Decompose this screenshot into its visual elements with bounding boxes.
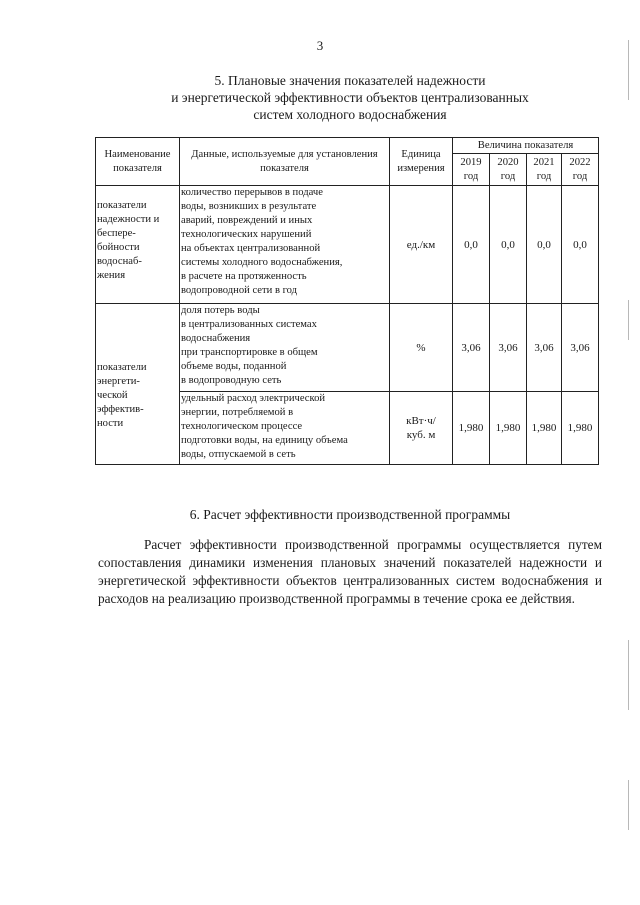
data-line: системы холодного водоснабжения, bbox=[181, 257, 343, 268]
value-electricity-2021: 1,980 bbox=[527, 392, 562, 465]
data-line: в централизованных системах bbox=[181, 319, 317, 330]
data-line: количество перерывов в подаче bbox=[181, 187, 323, 198]
scan-edge-mark bbox=[628, 780, 629, 830]
data-line: водопроводной сети в год bbox=[181, 285, 298, 296]
year-2022-number: 2022 bbox=[569, 156, 591, 168]
category-energy-line: эффектив- bbox=[97, 404, 144, 415]
header-data-text: Данные, используемые для установления показателя bbox=[191, 148, 378, 174]
section-5-title-line-2: и энергетической эффективности объектов централизованных bbox=[171, 90, 529, 105]
section-6-title-text: 6. Расчет эффективности производственной программы bbox=[189, 507, 511, 522]
category-reliability-line: бойности bbox=[97, 241, 140, 253]
year-2019-suffix: год bbox=[463, 170, 479, 182]
year-2019-number: 2019 bbox=[460, 156, 482, 168]
unit-water-losses bbox=[390, 304, 453, 392]
category-energy-line: ческой bbox=[97, 390, 128, 401]
data-line: воды, отпускаемой в сеть bbox=[181, 449, 296, 460]
value-water-losses-2021: 3,06 bbox=[527, 304, 562, 392]
section-5-title-line-1: 5. Плановые значения показателей надежности bbox=[214, 73, 486, 88]
data-line: технологическом процессе bbox=[181, 421, 303, 432]
indicators-table bbox=[95, 137, 599, 465]
year-2020-suffix: год bbox=[500, 170, 516, 182]
value-water-losses-2020: 3,06 bbox=[490, 304, 527, 392]
data-line: водоснабжения bbox=[181, 333, 251, 344]
data-line: удельный расход электрической bbox=[181, 393, 326, 404]
unit-interruptions bbox=[390, 186, 453, 304]
scan-edge-mark bbox=[628, 40, 629, 100]
value-water-losses-2019: 3,06 bbox=[453, 304, 490, 392]
data-line: на объектах централизованной bbox=[181, 243, 321, 254]
value-interruptions-2022: 0,0 bbox=[562, 186, 599, 304]
data-line: аварий, повреждений и иных bbox=[181, 215, 313, 226]
category-reliability-line: водоснаб- bbox=[97, 255, 142, 267]
category-reliability-line: показатели bbox=[97, 199, 147, 211]
header-year-2022 bbox=[562, 154, 599, 186]
data-water-losses bbox=[180, 304, 390, 392]
data-line: в расчете на протяженность bbox=[181, 271, 307, 282]
header-name-column bbox=[96, 138, 180, 186]
value-water-losses-2022: 3,06 bbox=[562, 304, 599, 392]
header-value-group: Величина показателя bbox=[453, 138, 599, 154]
category-energy-line: показатели bbox=[97, 362, 147, 373]
value-electricity-2022: 1,980 bbox=[562, 392, 599, 465]
category-reliability-line: надежности и bbox=[97, 213, 160, 225]
page-number: 3 bbox=[316, 38, 324, 53]
header-year-2021 bbox=[527, 154, 562, 186]
unit-electricity-consumption bbox=[390, 392, 453, 465]
efficiency-paragraph: Расчет эффективности производственной программы осуществляется путем сопоставления динамики изменения плановых значений показателей надежности и энергетической эффективности объектов централизованных систем водоснабжения и расходов на реализацию производственной программы в течение срока ее действия. bbox=[98, 537, 602, 606]
value-electricity-2020: 1,980 bbox=[490, 392, 527, 465]
year-2022-suffix: год bbox=[572, 170, 588, 182]
category-energy-line: энергети- bbox=[97, 376, 140, 387]
header-year-2020 bbox=[490, 154, 527, 186]
category-reliability-line: жения bbox=[97, 269, 126, 281]
data-line: объеме воды, поданной bbox=[181, 361, 287, 372]
header-unit-column bbox=[390, 138, 453, 186]
category-reliability bbox=[96, 186, 180, 304]
value-interruptions-2021: 0,0 bbox=[527, 186, 562, 304]
section-5-title bbox=[60, 72, 640, 123]
header-data-column bbox=[180, 138, 390, 186]
header-year-2019 bbox=[453, 154, 490, 186]
unit-line: ед./км bbox=[406, 238, 436, 251]
data-line: в водопроводную сеть bbox=[181, 375, 282, 386]
value-interruptions-2020: 0,0 bbox=[490, 186, 527, 304]
unit-line: куб. м bbox=[406, 429, 436, 441]
data-line: подготовки воды, на единицу объема bbox=[181, 435, 348, 446]
year-2021-number: 2021 bbox=[533, 156, 555, 168]
data-line: при транспортировке в общем bbox=[181, 347, 318, 358]
data-line: энергии, потребляемой в bbox=[181, 407, 294, 418]
scan-edge-mark bbox=[628, 640, 629, 710]
unit-line: % bbox=[416, 341, 426, 354]
category-energy-efficiency bbox=[96, 304, 180, 465]
data-line: технологических нарушений bbox=[181, 229, 312, 240]
year-2021-suffix: год bbox=[536, 170, 552, 182]
data-electricity-consumption bbox=[180, 392, 390, 465]
scan-edge-mark bbox=[628, 300, 629, 340]
unit-line: кВт·ч/ bbox=[406, 415, 436, 427]
header-unit-text: Единица измерения bbox=[397, 148, 445, 174]
data-line: воды, возникших в результате bbox=[181, 201, 317, 212]
header-name-text: Наименование показателя bbox=[104, 148, 171, 174]
year-2020-number: 2020 bbox=[497, 156, 519, 168]
data-line: доля потерь воды bbox=[181, 305, 260, 316]
category-energy-line: ности bbox=[97, 418, 124, 429]
value-interruptions-2019: 0,0 bbox=[453, 186, 490, 304]
section-5-title-line-3: систем холодного водоснабжения bbox=[253, 107, 447, 122]
category-reliability-line: беспере- bbox=[97, 227, 136, 239]
section-6-title bbox=[60, 506, 640, 523]
data-interruptions bbox=[180, 186, 390, 304]
value-electricity-2019: 1,980 bbox=[453, 392, 490, 465]
